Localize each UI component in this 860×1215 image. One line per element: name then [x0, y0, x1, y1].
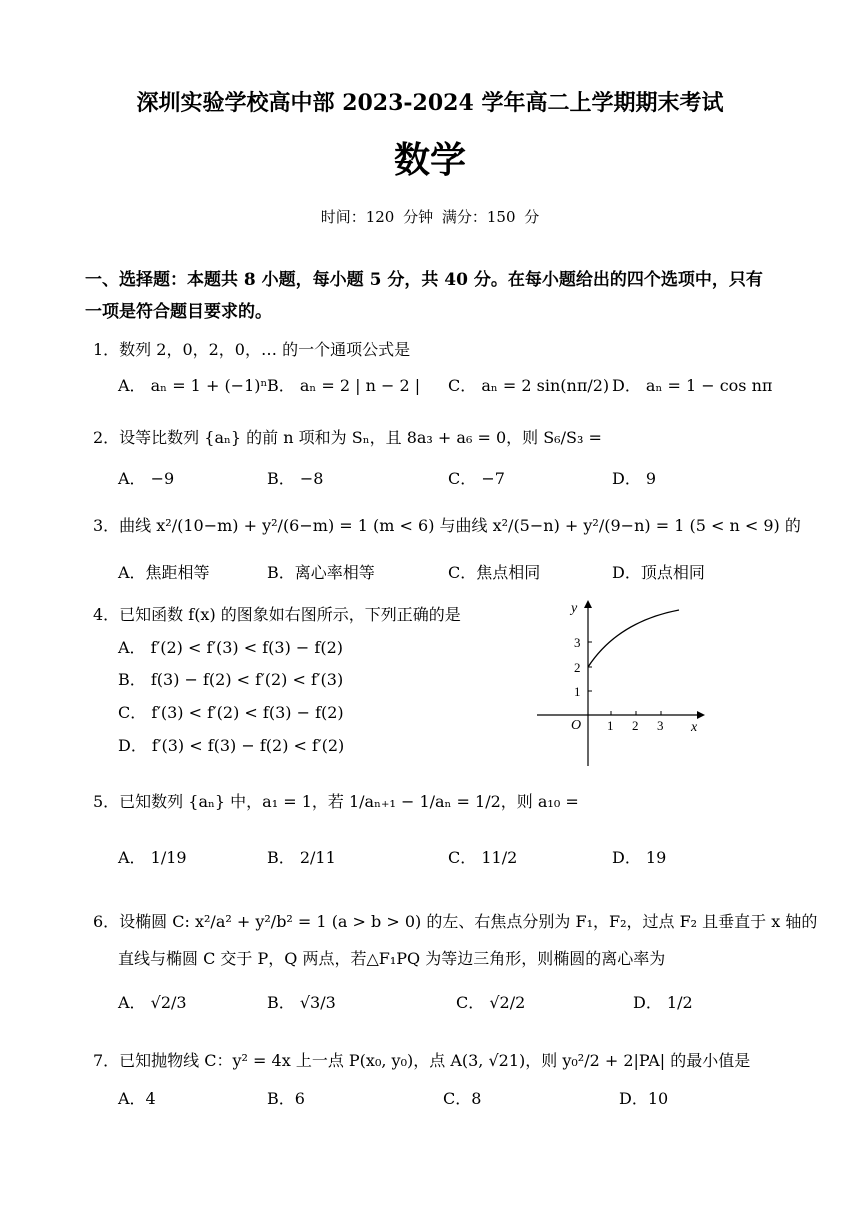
question-1-option-d: D． aₙ = 1 − cos nπ [612, 376, 773, 395]
question-6-stem-line1: 6．设椭圆 C: x²/a² + y²/b² = 1 (a > b > 0) 的左、右焦点分别为 F₁，F₂，过点 F₂ 且垂直于 x 轴的 [93, 912, 818, 931]
x-tick-label-1: 1 [607, 718, 614, 733]
question-2-option-d: D． 9 [612, 469, 657, 488]
origin-label: O [571, 718, 582, 733]
question-4-option-c: C． f′(3) < f′(2) < f(3) − f(2) [118, 703, 344, 722]
question-4-option-a: A． f′(2) < f′(3) < f(3) − f(2) [118, 638, 343, 657]
exam-subject: 数学 [393, 139, 466, 181]
question-4-option-d: D． f′(3) < f(3) − f(2) < f′(2) [118, 736, 345, 755]
question-1-option-a: A． aₙ = 1 + (−1)ⁿ [118, 376, 268, 395]
exam-title: 深圳实验学校高中部 2023-2024 学年高二上学期期末考试 [136, 90, 724, 116]
question-7-stem: 7．已知抛物线 C：y² = 4x 上一点 P(x₀, y₀)，点 A(3, √21)，则 y₀²/2 + 2|PA| 的最小值是 [93, 1051, 751, 1070]
question-6-option-a: A． √2/3 [118, 993, 187, 1012]
question-6-option-c: C． √2/2 [456, 993, 526, 1012]
question-7-option-c: C．8 [443, 1089, 482, 1108]
question-2-option-b: B． −8 [267, 469, 324, 488]
question-1-option-c: C． aₙ = 2 sin(nπ/2) [448, 376, 610, 395]
question-4-stem: 4．已知函数 f(x) 的图象如右图所示，下列正确的是 [93, 605, 461, 624]
section-heading-line1: 一、选择题：本题共 8 小题，每小题 5 分，共 40 分。在每小题给出的四个选项中，只有 [85, 270, 763, 290]
function-graph [537, 598, 707, 768]
section-heading-line2: 一项是符合题目要求的。 [85, 302, 272, 322]
question-7-option-b: B．6 [267, 1089, 305, 1108]
question-5-option-c: C． 11/2 [448, 848, 518, 867]
question-5-option-d: D． 19 [612, 848, 667, 867]
question-7-option-a: A．4 [118, 1089, 156, 1108]
time-info: 时间：120 分钟 满分：150 分 [320, 208, 540, 226]
question-3-option-c: C．焦点相同 [448, 563, 541, 582]
question-2-option-a: A． −9 [118, 469, 175, 488]
y-axis-arrow [584, 600, 592, 608]
y-axis-label: y [571, 601, 578, 616]
question-3-stem: 3．曲线 x²/(10−m) + y²/(6−m) = 1 (m < 6) 与曲线 x²/(5−n) + y²/(9−n) = 1 (5 < n < 9) 的 [93, 516, 801, 535]
question-2-stem: 2．设等比数列 {aₙ} 的前 n 项和为 Sₙ，且 8a₃ + a₆ = 0，则 S₆/S₃ = [93, 428, 602, 447]
question-1-option-b: B． aₙ = 2 | n − 2 | [267, 376, 421, 395]
question-6-option-b: B． √3/3 [267, 993, 336, 1012]
x-tick-label-2: 2 [632, 718, 639, 733]
x-axis-arrow [697, 711, 705, 719]
question-6-option-d: D． 1/2 [633, 993, 693, 1012]
function-curve [588, 610, 679, 667]
question-2-option-c: C． −7 [448, 469, 505, 488]
x-tick-label-3: 3 [657, 718, 664, 733]
question-4-option-b: B． f(3) − f(2) < f′(2) < f′(3) [118, 670, 344, 689]
x-axis-label: x [691, 720, 698, 735]
question-5-option-b: B． 2/11 [267, 848, 336, 867]
question-7-option-d: D．10 [619, 1089, 669, 1108]
question-6-stem-line2: 直线与椭圆 C 交于 P，Q 两点，若△F₁PQ 为等边三角形，则椭圆的离心率为 [118, 949, 666, 968]
question-3-option-d: D．顶点相同 [612, 563, 705, 582]
y-tick-label-3: 3 [574, 635, 581, 650]
question-3-option-a: A．焦距相等 [118, 563, 210, 582]
question-5-stem: 5．已知数列 {aₙ} 中，a₁ = 1，若 1/aₙ₊₁ − 1/aₙ = 1/2，则 a₁₀ = [93, 792, 579, 811]
y-tick-label-1: 1 [574, 684, 581, 699]
question-5-option-a: A． 1/19 [118, 848, 187, 867]
y-tick-label-2: 2 [574, 660, 581, 675]
question-1-stem: 1．数列 2，0，2，0，… 的一个通项公式是 [93, 340, 411, 359]
question-3-option-b: B．离心率相等 [267, 563, 375, 582]
